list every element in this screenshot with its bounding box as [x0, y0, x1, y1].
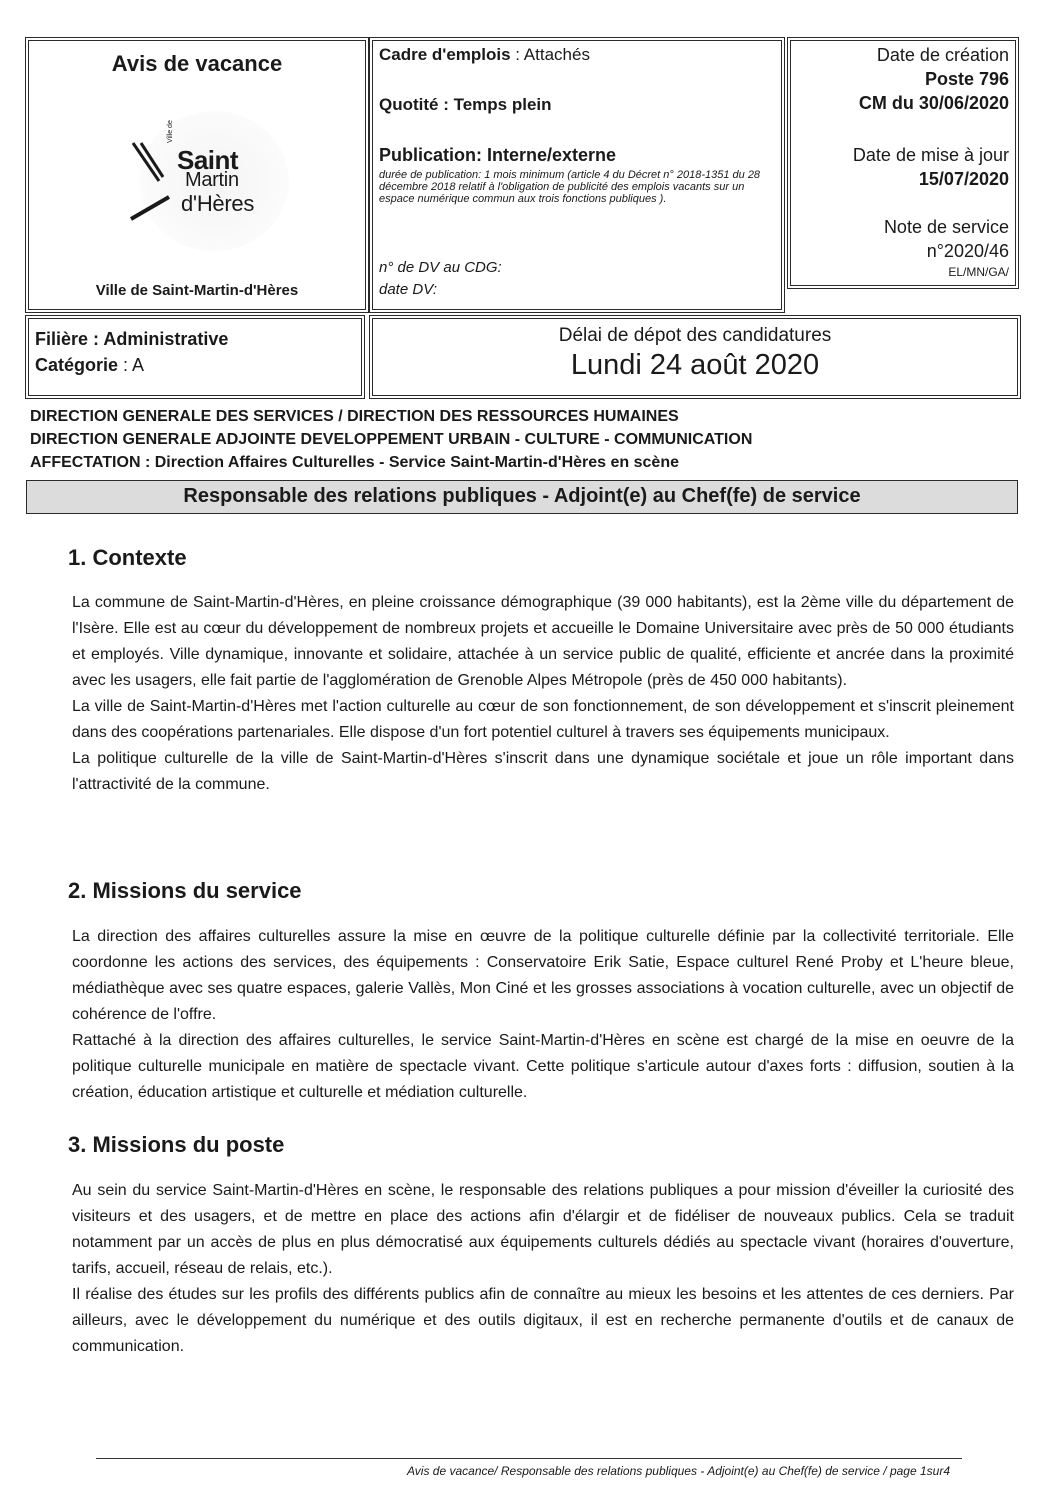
note-label: Note de service: [883, 217, 1009, 237]
footer-rule: [96, 1458, 962, 1459]
date-maj-label: Date de mise à jour: [852, 145, 1009, 165]
paragraph: La direction des affaires culturelles assure la mise en œuvre de la politique culturelle définie par la collectivité territoriale. Elle coordonne les actions des services, des équipements : Conservatoire Erik Satie, Espace culturel René Proby et L'heure bleue, médiathèque avec ses quatre espaces, galerie Vallès, Mon Ciné et les grosses associations à vocation culturelle, avec un objectif de cohérence de l'offre.: [72, 928, 1014, 1023]
direction-line: AFFECTATION : Direction Affaires Culturelles - Service Saint-Martin-d'Hères en scène: [30, 454, 679, 471]
city-logo: [99, 111, 299, 251]
categorie-label: Catégorie: [35, 355, 119, 375]
filiere: Filière : Administrative: [35, 329, 229, 349]
job-title: Responsable des relations publiques - Adjoint(e) au Chef(fe) de service: [26, 480, 1018, 514]
poste-number: Poste 796: [924, 69, 1009, 89]
paragraph: La politique culturelle de la ville de Saint-Martin-d'Hères s'inscrit dans une dynamique sociétale et joue un rôle important dans l'attractivité de la commune.: [72, 750, 1014, 793]
section-body-missions-service: [72, 924, 1014, 1106]
cadre-label: Cadre d'emplois: [379, 45, 511, 64]
page-footer: Avis de vacance/ Responsable des relations publiques - Adjoint(e) au Chef(fe) de service / page 1sur4: [407, 1464, 950, 1478]
note-num: n°2020/46: [926, 241, 1009, 261]
quotite: Quotité : Temps plein: [379, 95, 552, 114]
delai-cell: [372, 318, 1018, 396]
cadre-value: : Attachés: [510, 45, 590, 64]
section-title-contexte: 1. Contexte: [68, 545, 187, 570]
dv-cdg: n° de DV au CDG:: [379, 259, 502, 276]
note-ref: EL/MN/GA/: [948, 265, 1009, 279]
section-title-missions-poste: 3. Missions du poste: [68, 1132, 285, 1157]
avis-title: Avis de vacance: [111, 51, 283, 76]
ville-label: Ville de Saint-Martin-d'Hères: [95, 282, 299, 299]
logo-slashes-icon: [129, 141, 179, 221]
logo-word-heres: d'Hères: [181, 191, 255, 216]
date-maj: 15/07/2020: [918, 169, 1009, 189]
delai-label: Délai de dépot des candidatures: [558, 325, 832, 346]
cadre-emplois: [379, 45, 590, 65]
date-creation-label: Date de création: [876, 45, 1009, 65]
section-body-missions-poste: [72, 1178, 1014, 1360]
paragraph: Rattaché à la direction des affaires culturelles, le service Saint-Martin-d'Hères en scène est chargé de la mise en oeuvre de la politique culturelle municipale en matière de spectacle vivant. Cette politique s'articule autour d'axes forts : diffusion, soutien à la création, éducation artistique et culturelle et médiation culturelle.: [72, 1032, 1014, 1101]
logo-word-saint: Saint: [177, 145, 239, 175]
publication: Publication: Interne/externe: [379, 145, 617, 165]
direction-line: DIRECTION GENERALE ADJOINTE DEVELOPPEMENT URBAIN - CULTURE - COMMUNICATION: [30, 431, 753, 448]
header-table: [24, 36, 1018, 400]
dates-cell: [790, 40, 1016, 286]
filiere-cell: [28, 318, 362, 396]
logo-vertical-text: Ville de: [167, 120, 174, 143]
paragraph: La commune de Saint-Martin-d'Hères, en pleine croissance démographique (39 000 habitants), est la 2ème ville du département de l'Isère. Elle est au cœur du développement de nombreux projets et accueille le Domaine Universitaire avec près de 50 000 étudiants et employés. Ville dynamique, innovante et solidaire, attachée à un service public de qualité, efficiente et ancrée dans la proximité avec les usagers, elle fait partie de l'agglomération de Grenoble Alpes Métropole (près de 450 000 habitants).: [72, 594, 1014, 689]
logo-word-martin: Martin: [185, 169, 239, 191]
publication-note: durée de publication: 1 mois minimum (article 4 du Décret n° 2018-1351 du 28 décembre 2018 relatif à l'obligation de publicité des emplois vacants sur un espace numérique commun aux trois fonctions publiques ).: [379, 169, 761, 205]
note-number: [927, 241, 1009, 262]
avis-cell: [28, 40, 366, 310]
section-title-missions-service: 2. Missions du service: [68, 878, 302, 903]
directions: [30, 405, 1020, 474]
categorie-value: : A: [118, 355, 145, 375]
date-dv: date DV:: [379, 281, 438, 298]
section-body-contexte: [72, 590, 1014, 798]
direction-line: DIRECTION GENERALE DES SERVICES / DIRECTION DES RESSOURCES HUMAINES: [30, 408, 679, 425]
cm-date: CM du 30/06/2020: [858, 93, 1009, 113]
paragraph: La ville de Saint-Martin-d'Hères met l'action culturelle au cœur de son fonctionnement, de son développement et s'inscrit pleinement dans des coopérations partenariales. Elle dispose d'un fort potentiel culturel à travers ses équipements municipaux.: [72, 698, 1014, 741]
paragraph: Au sein du service Saint-Martin-d'Hères en scène, le responsable des relations publiques a pour mission d'éveiller la curiosité des visiteurs et des usagers, et de mettre en place des actions afin d'élargir et de fidéliser de nouveaux publics. Cela se traduit notamment par un accès de plus en plus démocratisé aux équipements culturels dédiés au spectacle vivant (horaires d'ouverture, tarifs, accueil, réseau de relais, etc.).: [72, 1182, 1014, 1277]
categorie: [35, 355, 144, 376]
delai-date: Lundi 24 août 2020: [570, 349, 820, 381]
cadre-cell: [372, 40, 782, 310]
paragraph: Il réalise des études sur les profils des différents publics afin de connaître au mieux les besoins et les attentes de ces derniers. Par ailleurs, avec le développement du numérique et des outils digitaux, il est en recherche permanente d'outils et de canaux de communication.: [72, 1286, 1014, 1355]
